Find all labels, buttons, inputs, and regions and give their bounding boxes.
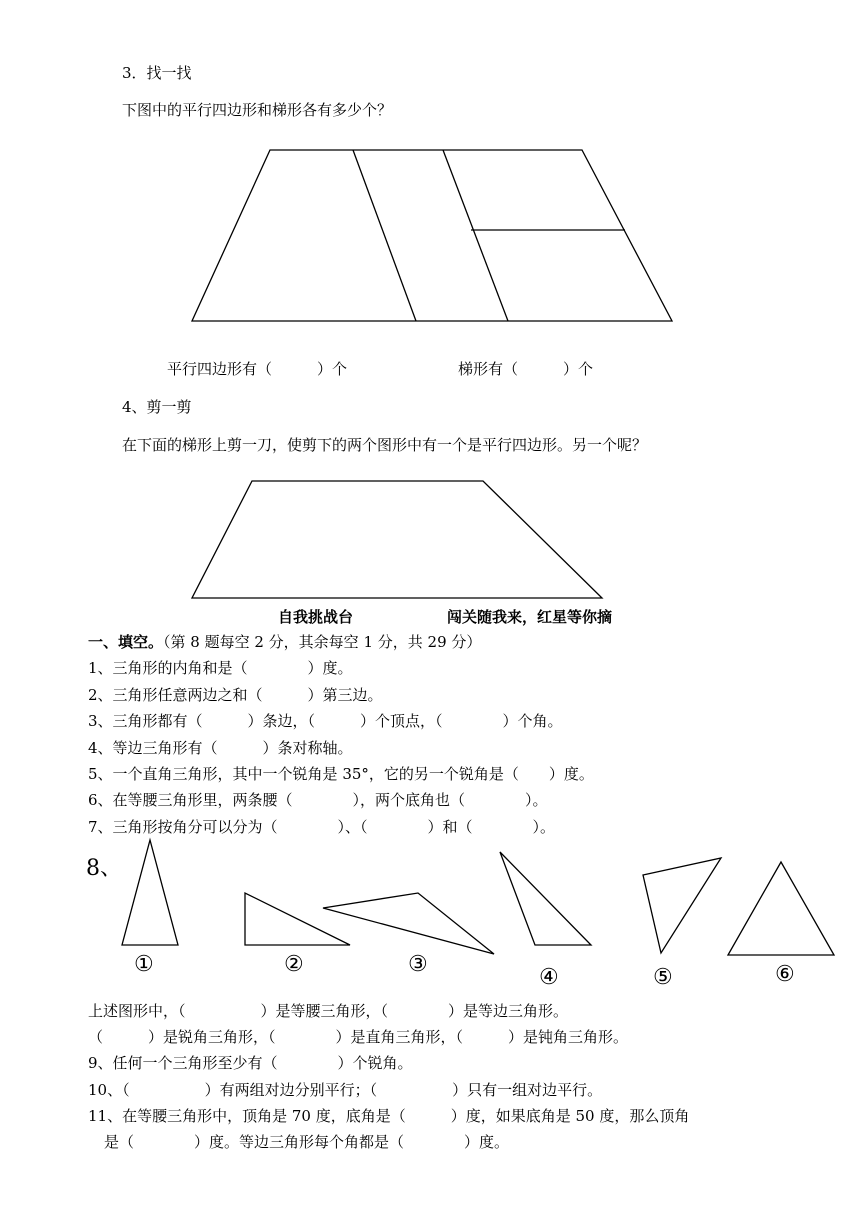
divider-line-2 xyxy=(443,150,508,321)
shape-label-4: ④ xyxy=(539,965,559,990)
question-8-label: 8、 xyxy=(86,856,122,881)
question-10: 10、（ ）有两组对边分别平行；（ ）只有一组对边平行。 xyxy=(88,1081,603,1099)
outer-trapezoid xyxy=(192,150,672,321)
question-8-line-2: （ ）是锐角三角形，（ ）是直角三角形，（ ）是钝角三角形。 xyxy=(88,1028,629,1046)
shape-label-5: ⑤ xyxy=(653,965,673,990)
shape-label-6: ⑥ xyxy=(775,962,795,987)
question-11-line-2: 是（ ）度。等边三角形每个角都是（ ）度。 xyxy=(104,1133,510,1151)
challenge-right: 闯关随我来，红星等你摘 xyxy=(447,608,613,626)
sec4-question: 在下面的梯形上剪一刀，使剪下的两个图形中有一个是平行四边形。另一个呢？ xyxy=(122,436,648,454)
triangle-6 xyxy=(728,862,834,955)
question-7: 7、三角形按角分可以分为（ ）、（ ）和（ ）。 xyxy=(88,818,556,836)
cut-trapezoid xyxy=(192,481,602,598)
question-1: 1、三角形的内角和是（ ）度。 xyxy=(88,659,353,677)
shape-label-3: ③ xyxy=(408,952,428,977)
triangle-4 xyxy=(500,852,591,945)
question-3: 3、三角形都有（ ）条边，（ ）个顶点，（ ）个角。 xyxy=(88,712,563,730)
shape-label-1: ① xyxy=(134,952,154,977)
sec3-heading: 3．找一找 xyxy=(122,64,192,82)
part1-header xyxy=(88,632,481,652)
question-11-line-1: 11、在等腰三角形中，顶角是 70 度，底角是（ ）度，如果底角是 50 度，那么顶角 xyxy=(88,1107,690,1125)
challenge-left: 自我挑战台 xyxy=(278,608,354,626)
triangle-5 xyxy=(643,858,721,953)
question-6: 6、在等腰三角形里，两条腰（ ），两个底角也（ ）。 xyxy=(88,791,548,809)
part1-note: （第 8 题每空 2 分，其余每空 1 分，共 29 分） xyxy=(163,633,482,651)
shape-label-2: ② xyxy=(284,952,304,977)
triangle-2 xyxy=(245,893,350,945)
sec4-heading: 4、剪一剪 xyxy=(122,398,192,416)
sec3-question: 下图中的平行四边形和梯形各有多少个？ xyxy=(122,101,393,119)
question-9: 9、任何一个三角形至少有（ ）个锐角。 xyxy=(88,1054,413,1072)
compound-trapezoid-figure xyxy=(192,150,672,321)
sec3-answer-parallelogram: 平行四边形有（ ）个 xyxy=(167,360,348,378)
part1-title: 一、填空。 xyxy=(88,633,164,651)
question-2: 2、三角形任意两边之和（ ）第三边。 xyxy=(88,686,383,704)
question-4: 4、等边三角形有（ ）条对称轴。 xyxy=(88,739,353,757)
triangle-1 xyxy=(122,840,178,945)
divider-line-1 xyxy=(353,150,416,321)
sec3-answer-trapezoid: 梯形有（ ）个 xyxy=(458,360,594,378)
question-8-line-1: 上述图形中，（ ）是等腰三角形，（ ）是等边三角形。 xyxy=(88,1002,569,1020)
question-5: 5、一个直角三角形，其中一个锐角是 35°，它的另一个锐角是（ ）度。 xyxy=(88,765,594,783)
